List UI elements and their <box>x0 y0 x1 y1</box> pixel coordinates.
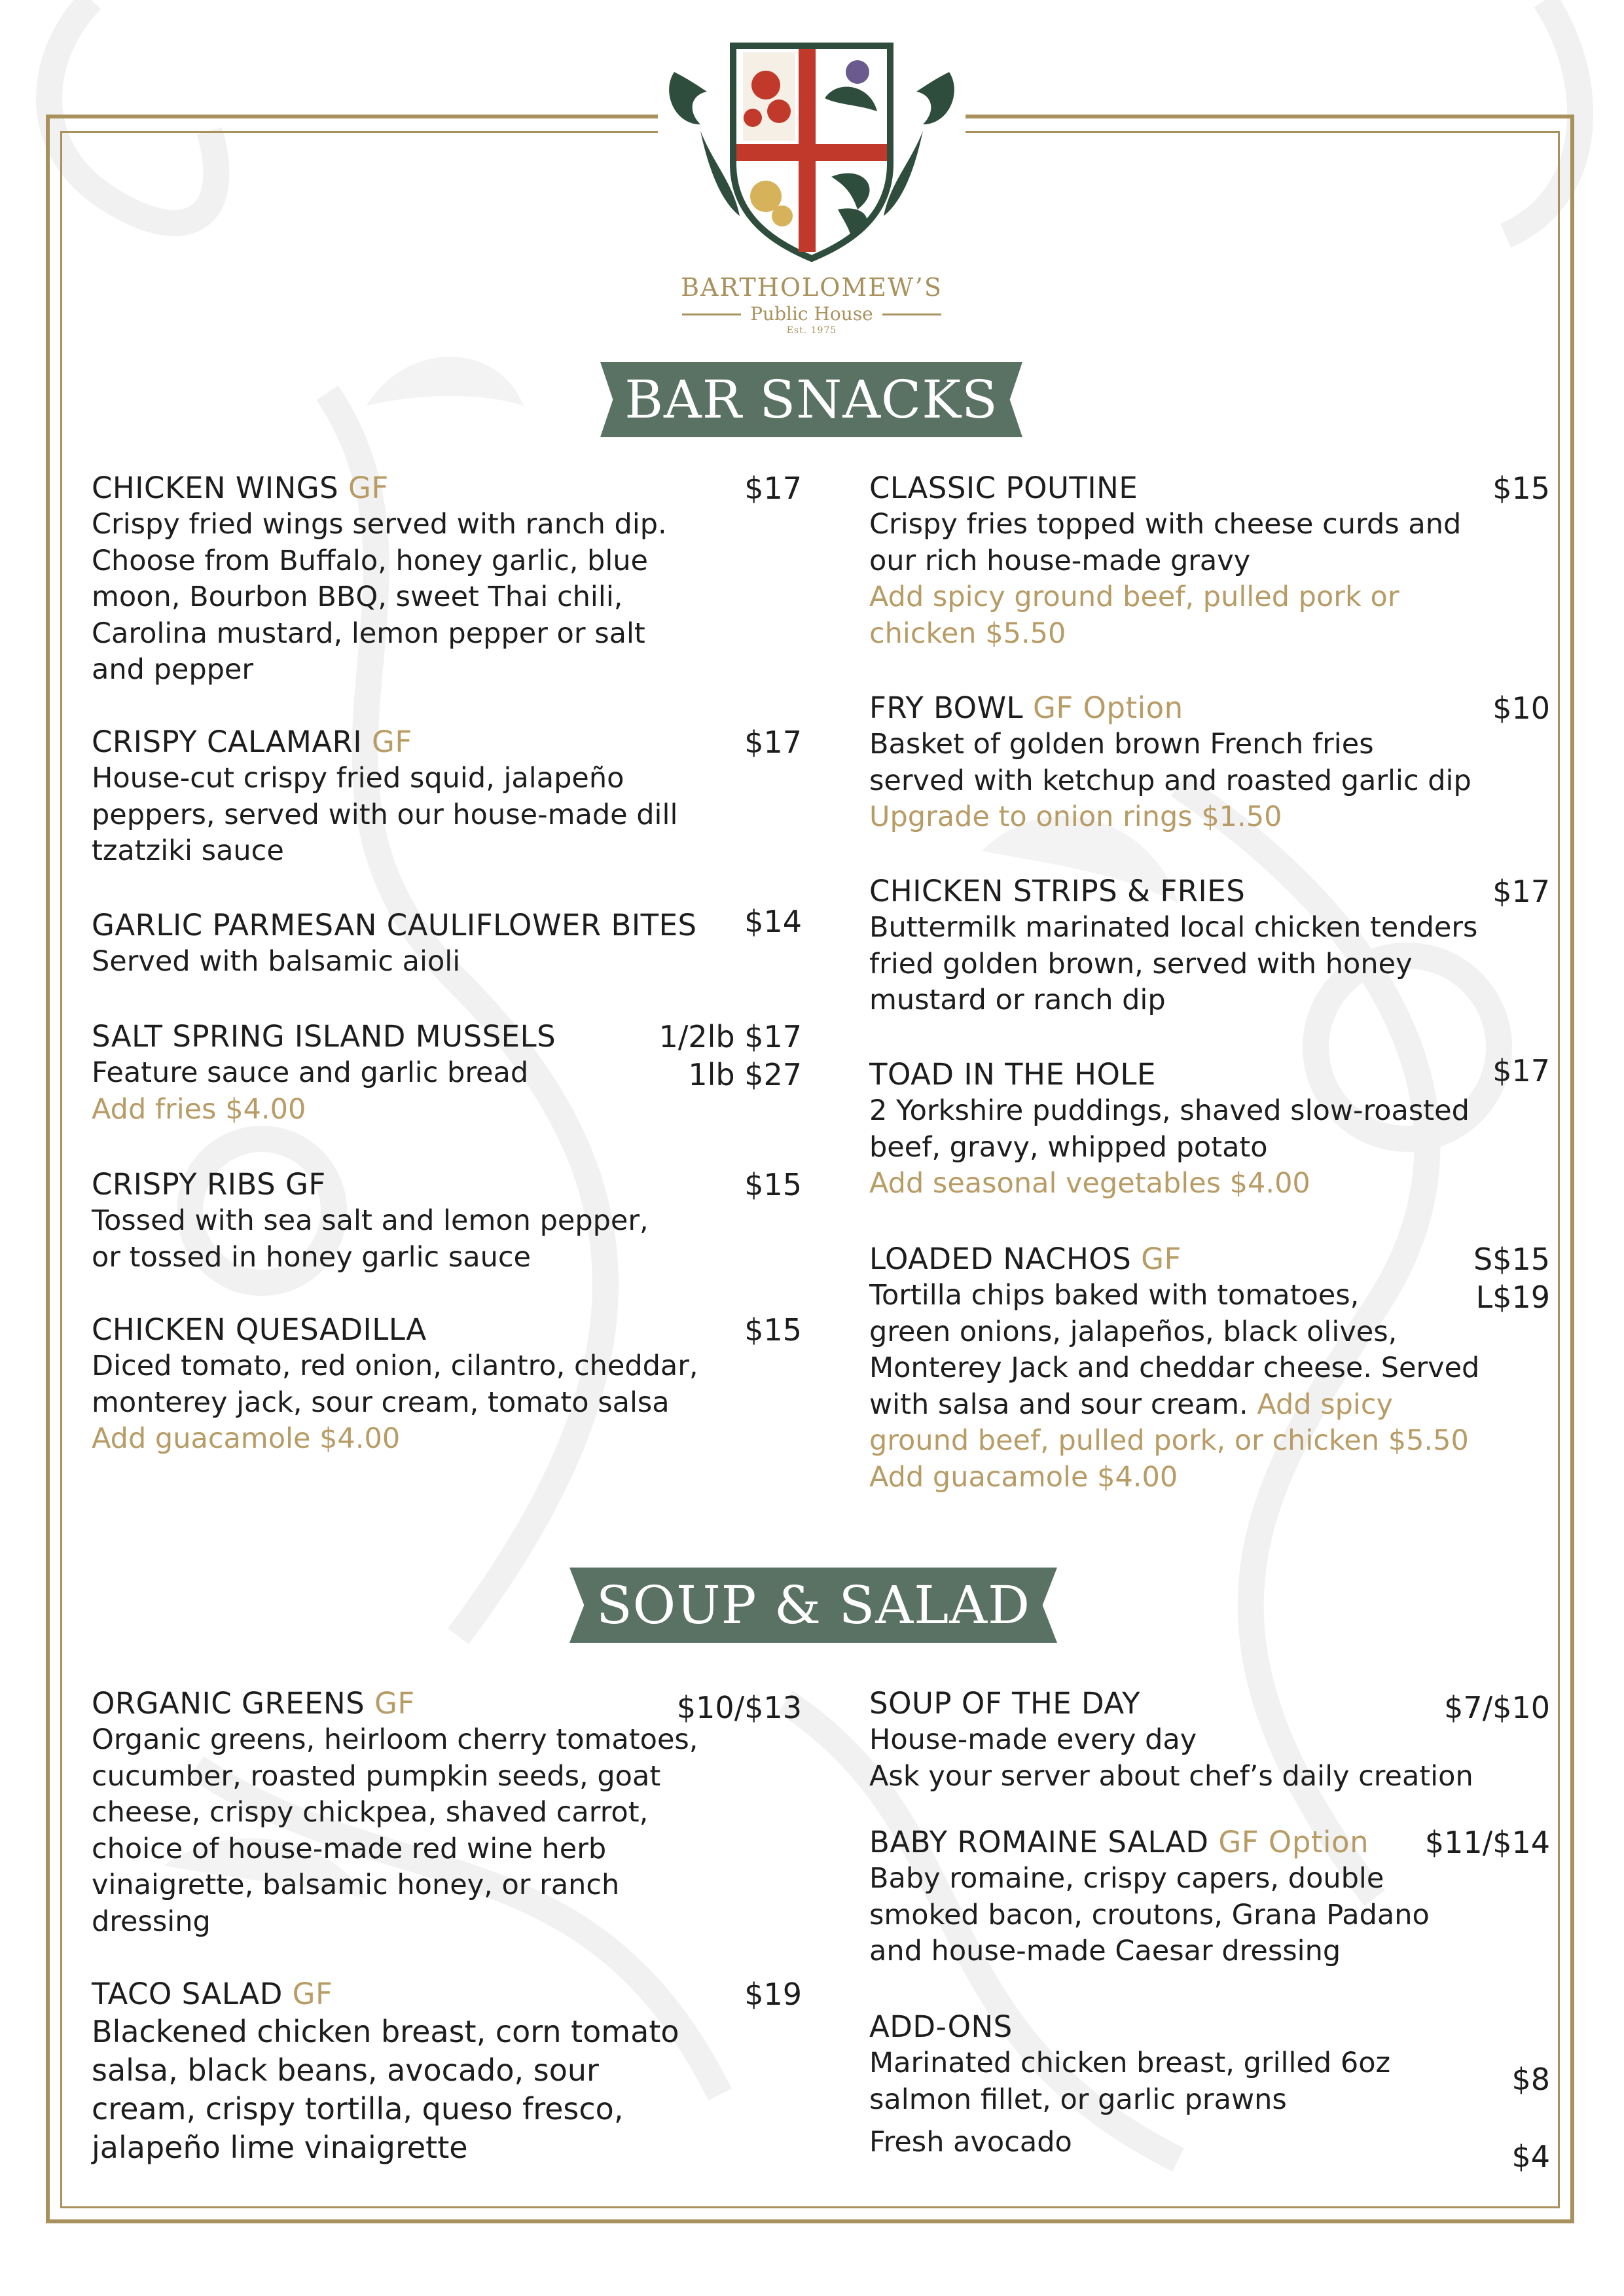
item-description-line: salmon fillet, or garlic prawns <box>869 2083 1287 2116</box>
item-name: CLASSIC POUTINE <box>869 471 1138 505</box>
item-description-line: beef, gravy, whipped potato <box>869 1130 1268 1164</box>
brand-block <box>648 272 975 336</box>
item-addon: Add fries $4.00 <box>92 1092 306 1126</box>
menu-item <box>92 904 802 980</box>
item-description-line: House-cut crispy fried squid, jalapeño <box>92 762 624 795</box>
menu-item <box>869 2009 1550 2174</box>
item-name: CRISPY RIBS GF <box>92 1167 326 1202</box>
item-price: $17 <box>1492 1053 1550 1088</box>
item-description-line: green onions, jalapeños, black olives, <box>869 1315 1398 1348</box>
item-tag: GF <box>372 725 412 759</box>
menu-item <box>869 873 1550 1019</box>
item-description-line: Buttermilk marinated local chicken tenders <box>869 911 1478 944</box>
menu-item <box>869 1241 1550 1496</box>
item-price: $4 <box>1511 2139 1550 2174</box>
item-description-line: Marinated chicken breast, grilled 6oz <box>869 2047 1391 2079</box>
item-description-line: Baby romaine, crispy capers, double <box>869 1862 1384 1895</box>
item-addon: Upgrade to onion rings $1.50 <box>869 800 1282 833</box>
item-addon: Add spicy ground beef, pulled pork or <box>869 581 1399 613</box>
item-description-line: with salsa and sour cream. Add spicy <box>869 1388 1393 1421</box>
soup-salad-banner <box>569 1568 1057 1643</box>
menu-item <box>869 470 1550 652</box>
item-description-line: Blackened chicken breast, corn tomato <box>92 2014 679 2049</box>
menu-item <box>869 1685 1550 1795</box>
item-description-line: Choose from Buffalo, honey garlic, blue <box>92 544 649 577</box>
item-description-line: Ask your server about chef’s daily creation <box>869 1759 1473 1793</box>
item-addon: Add seasonal vegetables $4.00 <box>869 1167 1310 1200</box>
item-description-line: Served with balsamic aioli <box>92 945 461 978</box>
item-description-line: Feature sauce and garlic bread <box>92 1056 529 1089</box>
item-description-line: Tossed with sea salt and lemon pepper, <box>92 1204 649 1237</box>
brand-subtitle-row <box>648 303 975 325</box>
menu-item <box>869 1053 1550 1202</box>
menu-item <box>92 724 802 870</box>
item-price: $14 <box>744 904 802 939</box>
item-description-line: mustard or ranch dip <box>869 984 1166 1016</box>
item-description-line: Tortilla chips baked with tomatoes, <box>869 1279 1360 1312</box>
item-tag: GF <box>1141 1242 1182 1276</box>
rule-right <box>882 314 941 315</box>
item-name: CHICKEN STRIPS & FRIES <box>869 874 1246 908</box>
item-addon: Add spicy <box>1257 1388 1393 1421</box>
item-name: CHICKEN WINGS GF <box>92 471 389 505</box>
item-addon: Add guacamole $4.00 <box>869 1460 1178 1494</box>
item-price: 1/2lb $17 <box>659 1019 802 1054</box>
item-description-line: Basket of golden brown French fries <box>869 728 1374 761</box>
item-description-line: or tossed in honey garlic sauce <box>92 1240 531 1274</box>
item-price: $17 <box>1492 874 1550 909</box>
item-description-line: peppers, served with our house-made dill <box>92 798 678 831</box>
brand-established: Est. 1975 <box>786 325 837 336</box>
item-name: SALT SPRING ISLAND MUSSELS <box>92 1019 556 1054</box>
item-description-line: cream, crispy tortilla, queso fresco, <box>92 2091 624 2126</box>
item-price: $10/$13 <box>676 1690 802 1725</box>
section-title: BAR SNACKS <box>624 369 998 430</box>
item-description-line: and pepper <box>92 653 254 686</box>
item-price: $17 <box>744 471 802 506</box>
item-name: SOUP OF THE DAY <box>869 1686 1141 1721</box>
item-tag: GF <box>348 471 389 505</box>
item-price: $8 <box>1511 2062 1550 2097</box>
item-description-line: House-made every day <box>869 1723 1197 1756</box>
item-price: $15 <box>1492 471 1550 506</box>
item-description-line: Monterey Jack and cheddar cheese. Served <box>869 1352 1480 1384</box>
menu-item <box>92 470 802 689</box>
item-addon: chicken $5.50 <box>869 617 1066 650</box>
item-description-line: Carolina mustard, lemon pepper or salt <box>92 617 645 650</box>
item-addon: ground beef, pulled pork, or chicken $5.50 <box>869 1424 1469 1457</box>
item-tag: GF <box>374 1686 415 1721</box>
item-name: TACO SALAD GF <box>92 1977 333 2011</box>
menu-item <box>92 1312 802 1458</box>
brand-subtitle: Public House <box>750 303 873 325</box>
item-description-line: moon, Bourbon BBQ, sweet Thai chili, <box>92 581 623 613</box>
item-description-line: and house-made Caesar dressing <box>869 1935 1341 1967</box>
item-description-line: Organic greens, heirloom cherry tomatoes, <box>92 1723 698 1756</box>
item-tag: GF Option <box>1032 691 1183 725</box>
item-description-line: Diced tomato, red onion, cilantro, cheddar, <box>92 1350 698 1382</box>
brand-name: BARTHOLOMEW’S <box>681 273 943 302</box>
item-price: $11/$14 <box>1424 1825 1550 1860</box>
item-price: $15 <box>744 1312 802 1348</box>
item-description-line: cheese, crispy chickpea, shaved carrot, <box>92 1796 649 1829</box>
item-description-line: dressing <box>92 1905 211 1938</box>
item-description-line: vinaigrette, balsamic honey, or ranch <box>92 1869 620 1901</box>
item-price: $15 <box>744 1167 802 1202</box>
menu-item <box>869 1824 1550 1970</box>
item-price: S$15 <box>1473 1242 1550 1277</box>
section-title: SOUP & SALAD <box>596 1575 1031 1636</box>
menu-item <box>869 690 1550 836</box>
menu-item <box>92 1166 802 1276</box>
item-price: $7/$10 <box>1444 1690 1550 1725</box>
item-price: $10 <box>1492 691 1550 726</box>
item-name: ADD-ONS <box>869 2009 1013 2044</box>
item-name: FRY BOWL GF Option <box>869 691 1183 725</box>
item-price-secondary: 1lb $27 <box>688 1057 802 1092</box>
menu-item <box>92 1018 802 1128</box>
item-name: CRISPY CALAMARI GF <box>92 725 412 759</box>
item-name: BABY ROMAINE SALAD GF Option <box>869 1825 1369 1859</box>
crest-logo-icon <box>661 33 962 268</box>
item-price: $19 <box>744 1977 802 2012</box>
item-description-line: monterey jack, sour cream, tomato salsa <box>92 1386 670 1419</box>
item-description-line: jalapeño lime vinaigrette <box>92 2130 468 2165</box>
item-description-line: Crispy fried wings served with ranch dip. <box>92 508 667 541</box>
menu-item <box>92 1685 802 1940</box>
item-name: GARLIC PARMESAN CAULIFLOWER BITES <box>92 908 697 942</box>
item-description-line: our rich house-made gravy <box>869 544 1251 577</box>
item-description-line: tzatziki sauce <box>92 834 284 867</box>
bar-snacks-banner <box>600 362 1022 437</box>
item-tag: GF Option <box>1218 1825 1369 1859</box>
item-name: LOADED NACHOS GF <box>869 1242 1182 1276</box>
item-price-secondary: L$19 <box>1475 1280 1550 1315</box>
menu-item <box>92 1976 802 2167</box>
item-name: TOAD IN THE HOLE <box>869 1057 1156 1092</box>
item-tag: GF <box>292 1977 333 2011</box>
item-description-line: fried golden brown, served with honey <box>869 947 1413 980</box>
item-description-line: cucumber, roasted pumpkin seeds, goat <box>92 1759 661 1793</box>
item-description-line: choice of house-made red wine herb <box>92 1832 607 1865</box>
item-description-line: smoked bacon, croutons, Grana Padano <box>869 1898 1430 1931</box>
item-name: ORGANIC GREENS GF <box>92 1686 415 1721</box>
item-description-line: Fresh avocado <box>869 2126 1072 2159</box>
item-description-line: served with ketchup and roasted garlic dip <box>869 764 1471 797</box>
item-description-line: salsa, black beans, avocado, sour <box>92 2053 599 2088</box>
item-description-line: 2 Yorkshire puddings, shaved slow-roasted <box>869 1094 1470 1127</box>
item-price: $17 <box>744 725 802 760</box>
rule-left <box>682 314 741 315</box>
item-addon: Add guacamole $4.00 <box>92 1422 401 1455</box>
item-description-line: Crispy fries topped with cheese curds and <box>869 508 1462 541</box>
item-name: CHICKEN QUESADILLA <box>92 1312 427 1347</box>
